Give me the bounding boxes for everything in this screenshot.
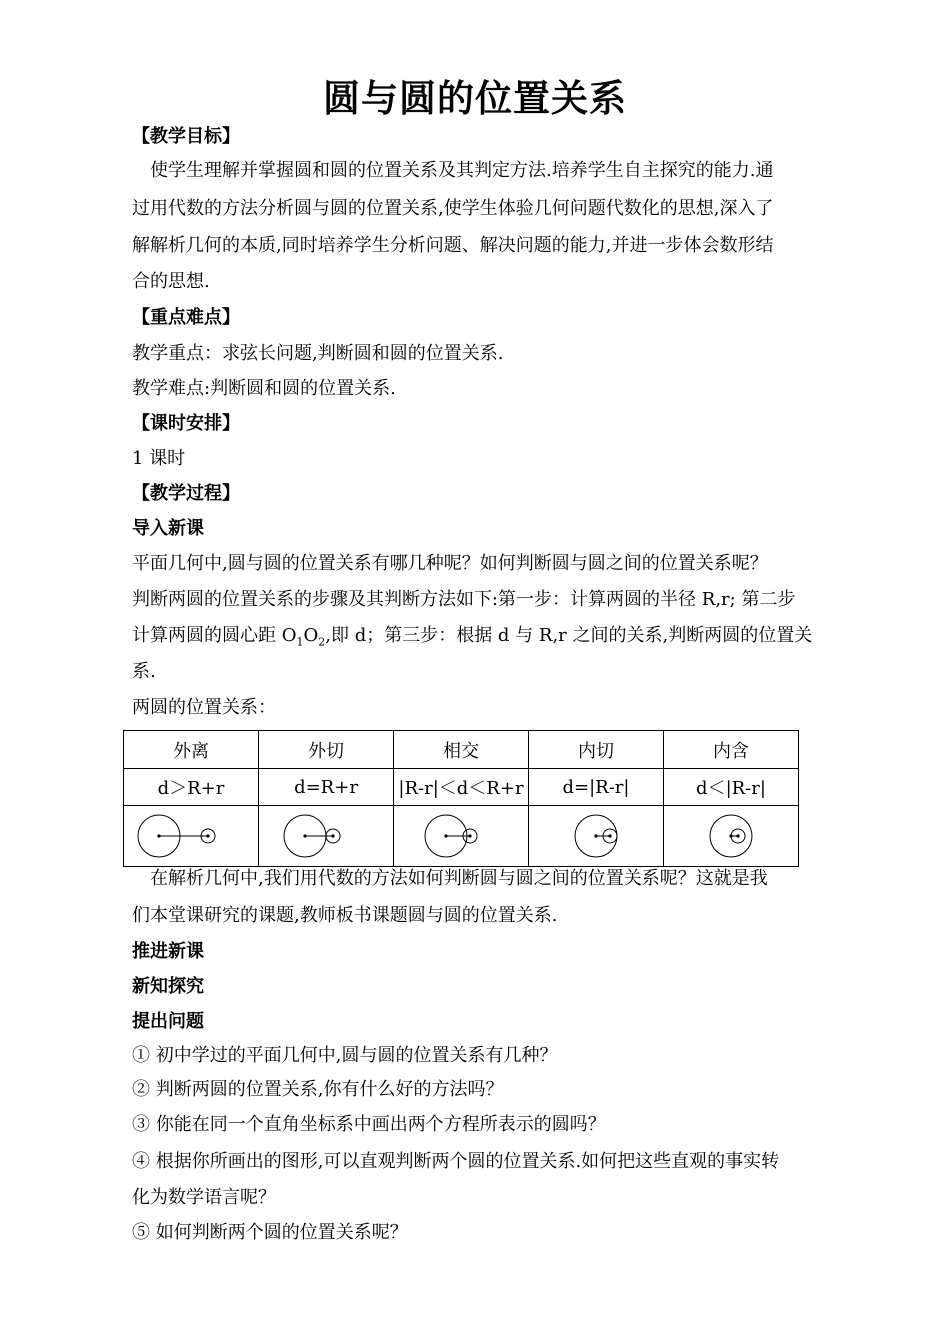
heading-key-points: 【重点难点】 (132, 307, 240, 328)
process-line-1: 平面几何中,圆与圆的位置关系有哪几种呢？如何判断圆与圆之间的位置关系呢？ (132, 553, 768, 574)
subscript-1: 1 (296, 635, 304, 649)
process-line-3a: 计算两圆的圆心距 O (132, 625, 297, 646)
process-line-3 (132, 625, 832, 647)
heading-push-new: 推进新课 (132, 941, 204, 962)
process-line-3c: ,即 d；第三步：根据 d 与 R,r 之间的关系,判断两圆的位置关 (325, 625, 813, 646)
diagram-separate (136, 811, 246, 861)
condition-separate: d＞R+r (124, 769, 259, 806)
condition-internal-tangent: d=|R-r| (529, 769, 664, 806)
header-intersect: 相交 (394, 731, 529, 769)
header-external-tangent: 外切 (259, 731, 394, 769)
after-table-line-2: 们本堂课研究的课题,教师板书课题圆与圆的位置关系. (132, 905, 558, 926)
diagram-intersect (406, 811, 516, 861)
heading-schedule: 【课时安排】 (132, 413, 240, 434)
table-diagram-row (124, 806, 799, 867)
key-focus: 教学重点：求弦长问题,判断圆和圆的位置关系. (132, 343, 504, 364)
heading-teaching-goal: 【教学目标】 (132, 126, 240, 147)
relation-table (123, 730, 799, 867)
diagram-internal-tangent (541, 811, 651, 861)
goal-line-1: 使学生理解并掌握圆和圆的位置关系及其判定方法.培养学生自主探究的能力.通 (150, 160, 774, 181)
diagram-contained (676, 811, 786, 861)
page-title: 圆与圆的位置关系 (323, 77, 627, 120)
goal-line-3: 解解析几何的本质,同时培养学生分析问题、解决问题的能力,并进一步体会数形结 (132, 235, 774, 256)
question-4-cont: 化为数学语言呢？ (132, 1187, 276, 1208)
goal-line-4: 合的思想. (132, 271, 210, 292)
condition-intersect: |R-r|＜d＜R+r (394, 769, 529, 806)
question-1: ① 初中学过的平面几何中,圆与圆的位置关系有几种？ (132, 1045, 558, 1066)
process-line-2: 判断两圆的位置关系的步骤及其判断方法如下:第一步：计算两圆的半径 R,r; 第二步 (132, 589, 796, 610)
heading-intro: 导入新课 (132, 518, 204, 539)
condition-contained: d＜|R-r| (664, 769, 799, 806)
question-4: ④ 根据你所画出的图形,可以直观判断两个圆的位置关系.如何把这些直观的事实转 (132, 1151, 780, 1172)
diagram-external-tangent (271, 811, 381, 861)
header-internal-tangent: 内切 (529, 731, 664, 769)
heading-questions: 提出问题 (132, 1011, 204, 1032)
heading-new-knowledge: 新知探究 (132, 976, 204, 997)
question-3: ③ 你能在同一个直角坐标系中画出两个方程所表示的圆吗？ (132, 1114, 606, 1135)
heading-teaching-process: 【教学过程】 (132, 483, 240, 504)
table-caption: 两圆的位置关系： (132, 697, 276, 718)
table-header-row (124, 731, 799, 769)
process-line-4: 系. (132, 661, 156, 682)
key-difficulty: 教学难点:判断圆和圆的位置关系. (132, 378, 396, 399)
question-5: ⑤ 如何判断两个圆的位置关系呢？ (132, 1222, 408, 1243)
schedule-value: 1 课时 (132, 448, 186, 469)
header-separate: 外离 (124, 731, 259, 769)
goal-line-2: 过用代数的方法分析圆与圆的位置关系,使学生体验几何问题代数化的思想,深入了 (132, 198, 774, 219)
table-condition-row (124, 769, 799, 806)
after-table-line-1: 在解析几何中,我们用代数的方法如何判断圆与圆之间的位置关系呢？这就是我 (150, 868, 768, 889)
header-contained: 内含 (664, 731, 799, 769)
question-2: ② 判断两圆的位置关系,你有什么好的方法吗？ (132, 1079, 504, 1100)
condition-external-tangent: d=R+r (259, 769, 394, 806)
process-line-3b: O (303, 625, 319, 646)
subscript-2: 2 (318, 635, 326, 649)
